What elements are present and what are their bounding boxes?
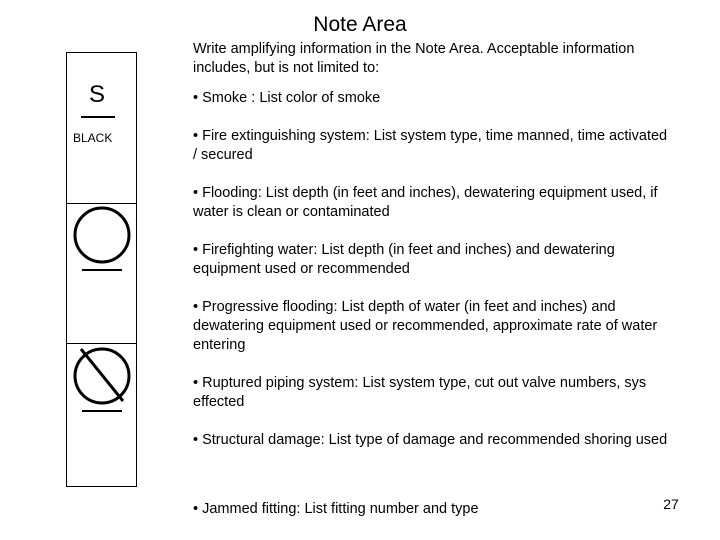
bullet-structural-damage: • Structural damage: List type of damage and recommended shoring used: [193, 432, 668, 448]
circle-with-underline-icon: [67, 203, 138, 283]
smoke-symbol-letter: S: [88, 81, 105, 108]
symbol-column: [66, 52, 137, 487]
intro-paragraph: Write amplifying information in the Note Area. Acceptable information includes, but is not limited to:: [193, 41, 635, 76]
bullet-firefighting-water: • Firefighting water: List depth (in feet and inches) and dewatering equipment used or recommended: [193, 242, 615, 277]
page-number: 27: [663, 496, 679, 512]
page-title: Note Area: [313, 13, 407, 36]
bullet-flooding: • Flooding: List depth (in feet and inches), dewatering equipment used, if water is clean or contaminated: [193, 185, 658, 220]
smoke-symbol-underline: [81, 116, 115, 118]
slashed-circle-with-underline-icon: [67, 343, 138, 423]
bullet-progressive-flooding: • Progressive flooding: List depth of water (in feet and inches) and dewatering equipment used or recommended, approximate rate of water entering: [193, 299, 658, 353]
bullet-fire-extinguishing: • Fire extinguishing system: List system type, time manned, time activated / secured: [193, 128, 668, 163]
bullet-ruptured-piping: • Ruptured piping system: List system type, cut out valve numbers, sys effected: [193, 375, 647, 410]
bullet-jammed-fitting: • Jammed fitting: List fitting number and type: [193, 501, 479, 517]
bullet-smoke: • Smoke : List color of smoke: [193, 90, 381, 106]
smoke-color-label: BLACK: [73, 131, 113, 145]
